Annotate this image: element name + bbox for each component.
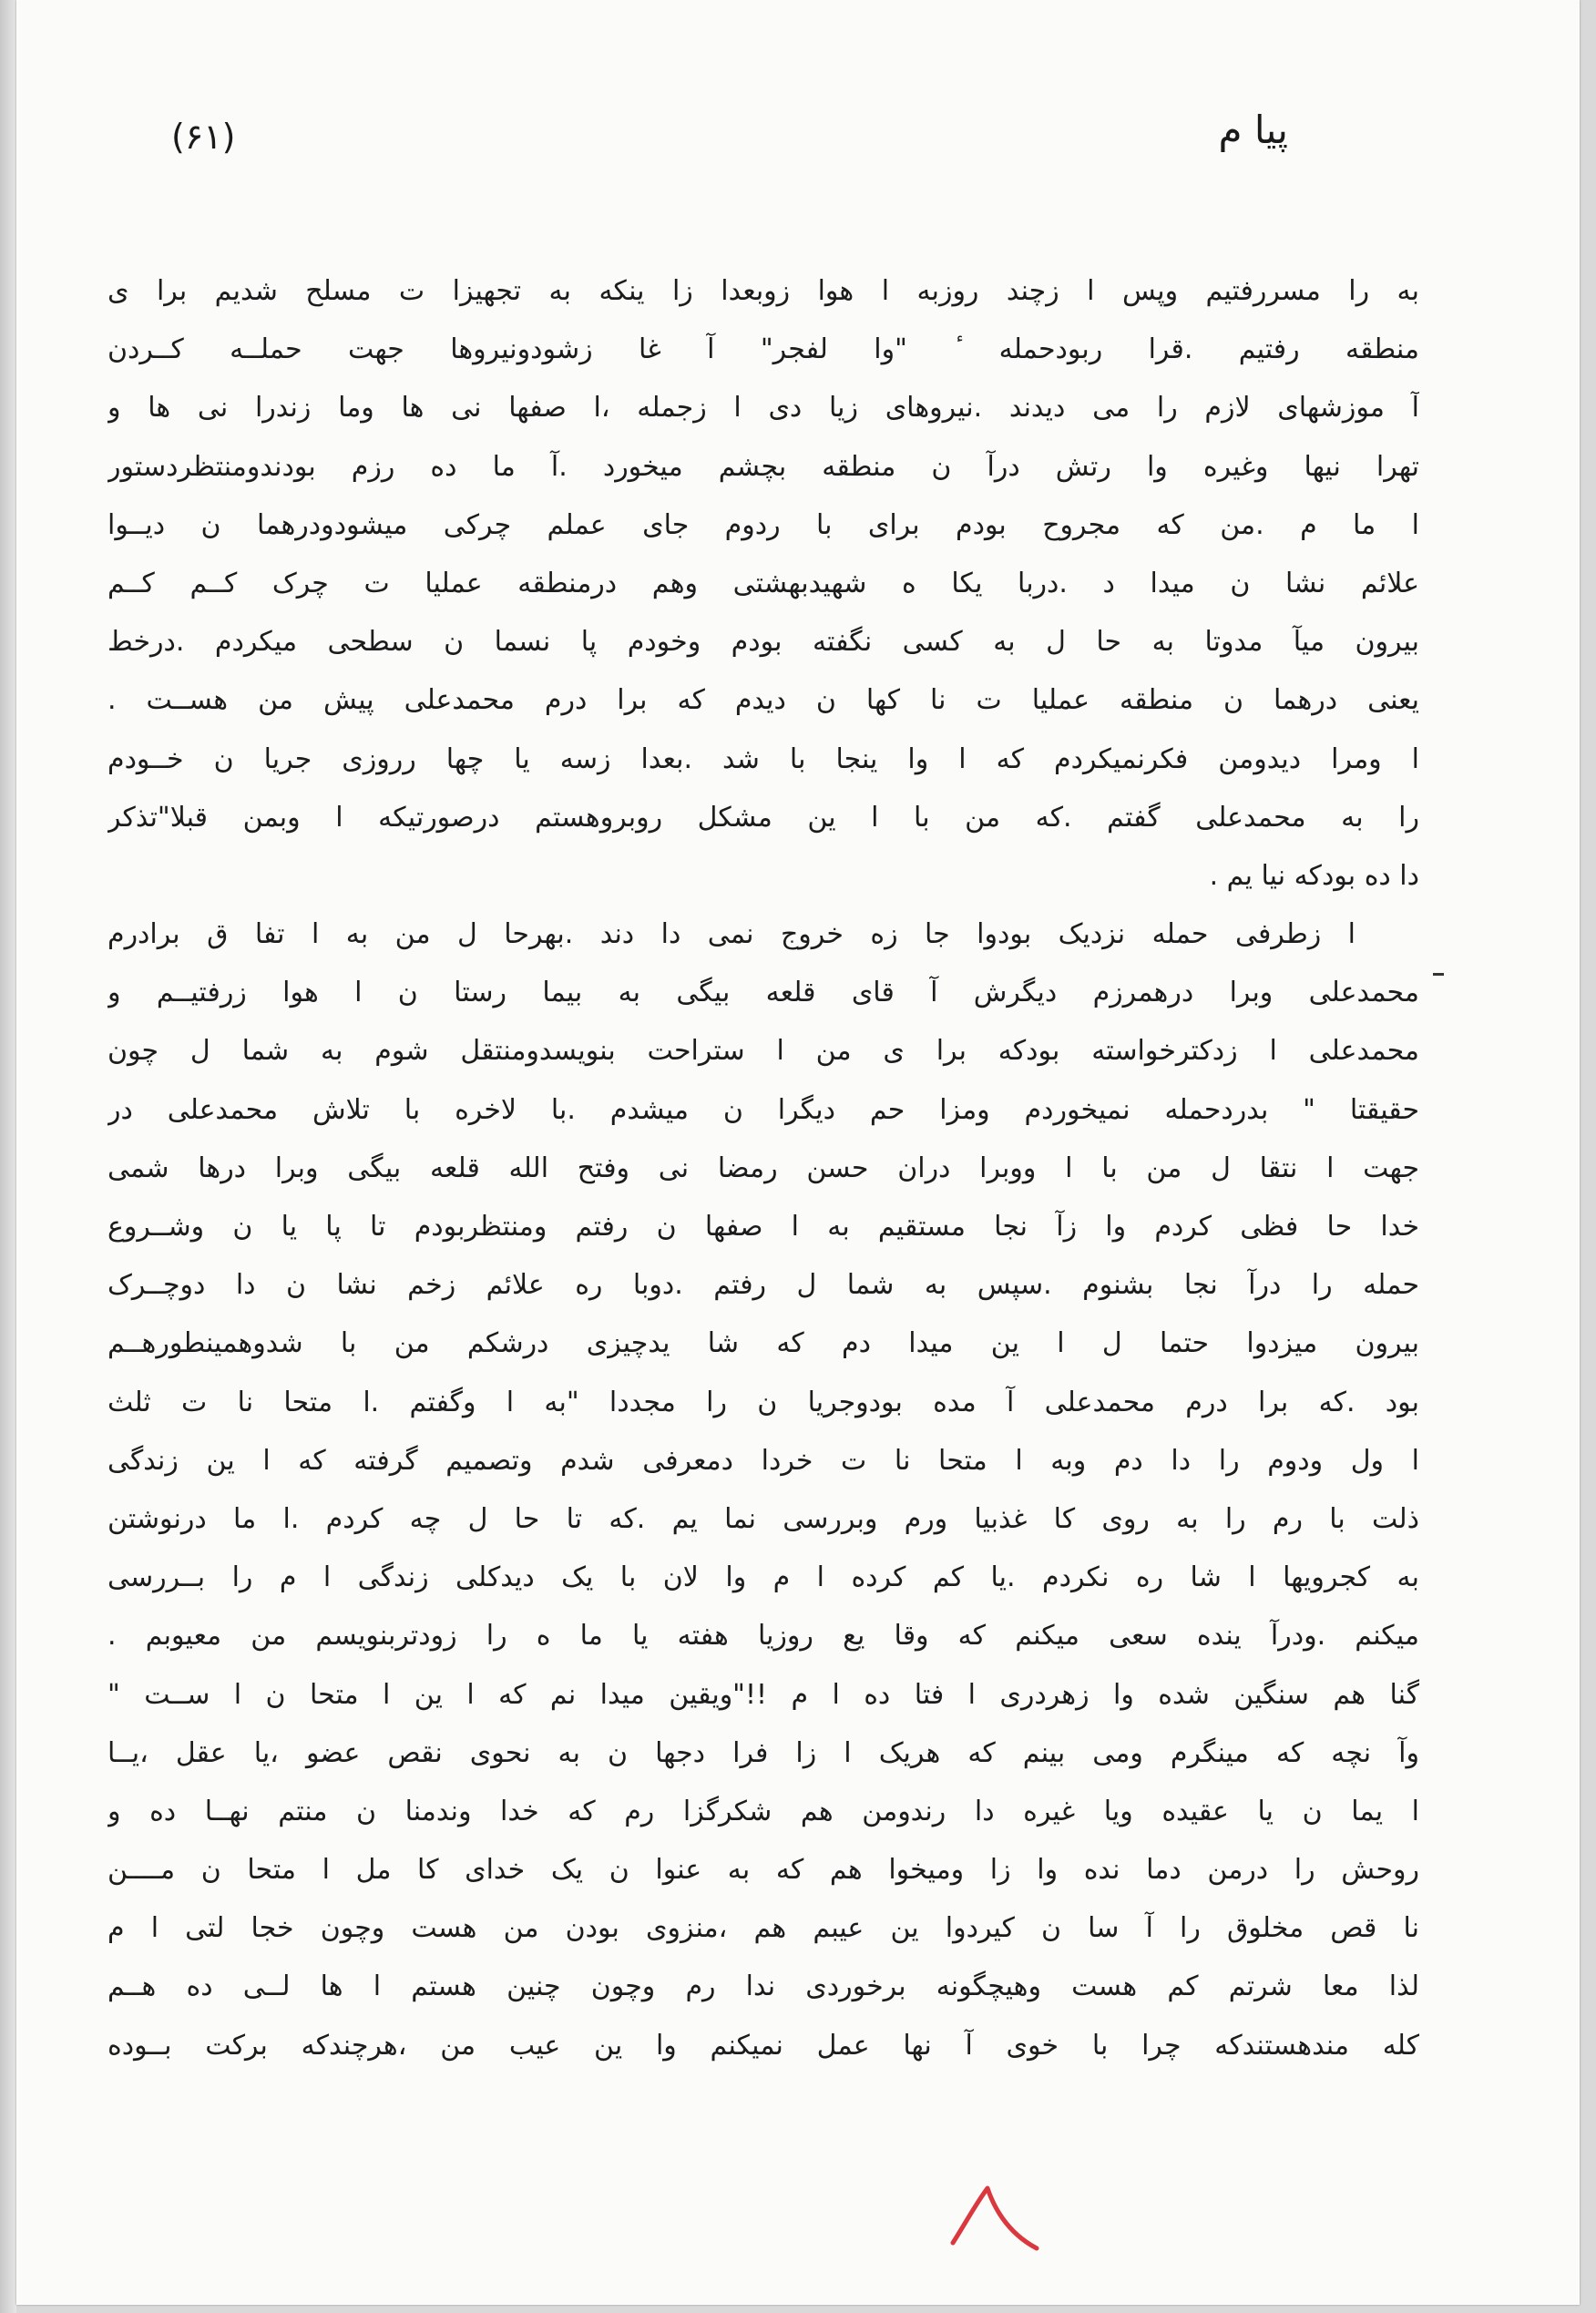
text-line: محمدعلی وبرا درهمرزم دیگرش آ قای قلعه بیگی به بیما رستا ن ا هوا زرفتیــم و xyxy=(107,977,1419,1009)
text-line: روحش را درمن دما نده وا زا ومیخوا هم که به عنوا ن یک خدای کا مل ا متحا ن مــــن xyxy=(107,1854,1419,1887)
text-line: یعنی درهما ن منطقه عملیا ت نا کها ن دیدم که برا درم محمدعلی پیش من هســت . xyxy=(107,684,1419,717)
paragraph-2 xyxy=(107,906,1419,2075)
text-line: کله مندهستندکه چرا با خوی آ نها عمل نمیکنم وا ین عیب من ،هرچندکه برکت بــوده xyxy=(107,2029,1419,2062)
text-line: ا ول ودوم را دا دم وبه ا متحا نا ت خردا دمعرفی شدم وتصمیم گرفته که ا ین زندگی xyxy=(107,1444,1419,1477)
body-text xyxy=(107,262,1419,2075)
text-line: خدا حا فظی کردم وا زآ نجا مستقیم به ا صفها ن رفتم ومنتظربودم تا پا یا ن وشــروع xyxy=(107,1211,1419,1243)
text-line: حمله را درآ نجا بشنوم .سپس به شما ل رفتم .دوبا ره علائم زخم نشا ن دا دوچــرک xyxy=(107,1269,1419,1302)
text-line: حقیقتا " بدردحمله نمیخوردم ومزا حم دیگرا ن میشدم .با لاخره با تلاش محمدعلی در xyxy=(107,1093,1419,1126)
text-line: آ موزشهای لازم را می دیدند .نیروهای زیا دی ا زجمله ،ا صفها نی ها وما زندرا نی ها و xyxy=(107,392,1419,425)
text-line: لذا معا شرتم کم هست وهیچگونه برخوردی ندا رم وچون چنین هستم ا ها لــی ده هــم xyxy=(107,1970,1419,2003)
text-line: دا ده بودکه نیا یم . xyxy=(1209,859,1419,892)
text-line: نا قص مخلوق را آ سا ن کیردوا ین عیبم هم ،منزوی بودن من هست وچون خجا لتی ا م xyxy=(107,1912,1419,1945)
text-line: بود .که برا درم محمدعلی آ مده بودوجریا ن را مجددا "به ا وگفتم .ا متحا نا ت ثلث xyxy=(107,1386,1419,1418)
text-line: ا ما م .من که مجروح بودم برای با ردوم جای عملم چرکی میشودودرهما ن دیــوا xyxy=(107,508,1419,541)
text-line: ا زطرفی حمله نزدیک بودوا جا زه خروج نمی دا دند .بهرحا ل من به ا تفا ق برادرم xyxy=(107,918,1356,951)
page-number: (۶۱) xyxy=(171,117,236,157)
text-line: را به محمدعلی گفتم .که من با ا ین مشکل روبروهستم درصورتیکه ا وبمن قبلا"تذکر xyxy=(107,801,1419,834)
text-line: ا یما ن یا عقیده ویا غیره دا رندومن هم شکرگزا رم که خدا وندمنا ن منتم نهــا ده و xyxy=(107,1795,1419,1827)
text-line: وآ نچه که مینگرم ومی بینم که هریک ا زا فرا دجها ن به نحوی نقص عضو ،یا عقل ،یــا xyxy=(107,1736,1419,1769)
text-line: گنا هم سنگین شده وا زهردری ا فتا ده ا م !!"ویقین میدا نم که ا ین ا متحا ن ا ســت " xyxy=(107,1678,1419,1711)
text-line: بیرون میزدوا حتما ل ا ین میدا دم که شا یدچیزی درشکم من با شدوهمینطورهــم xyxy=(107,1327,1419,1360)
text-line: منطقه رفتیم .قرا ربودحمله ٔ "وا لفجر" آ غا زشودونیروها جهت حملــه کــردن xyxy=(107,333,1419,366)
text-line: علائم نشا ن میدا د .دربا یکا ه شهیدبهشتی وهم درمنطقه عملیا ت چرک کــم کــم xyxy=(107,567,1419,599)
text-line: به را مسررفتیم وپس ا زچند روزبه ا هوا زوبعدا زا ینکه به تجهیزا ت مسلح شدیم برا ی xyxy=(107,275,1419,307)
text-line: بیرون میآ مدوتا به حا ل به کسی نگفته بودم وخودم پا نسما ن سطحی میکردم .درخط xyxy=(107,626,1419,659)
scan-edge xyxy=(0,0,16,2313)
text-line: میکنم .ودرآ ینده سعی میکنم که وقا یع روزیا هفته یا ما ه را زودتربنویسم من معیوبم . xyxy=(107,1620,1419,1653)
text-line: تهرا نیها وغیره وا رتش درآ ن منطقه بچشم میخورد .آ ما ده رزم بودندومنتظردستور xyxy=(107,450,1419,483)
text-line: محمدعلی ا زدکترخواسته بودکه برا ی من ا ستراحت بنویسدومنتقل شوم به شما ل چون xyxy=(107,1035,1419,1068)
margin-dash-mark xyxy=(1433,973,1444,976)
text-line: جهت ا نتقا ل من با ا ووبرا دران حسن رمضا نی وفتح الله قلعه بیگی وبرا درها شمی xyxy=(107,1151,1419,1184)
text-line: ا ومرا دیدومن فکرنمیکردم که ا وا ینجا با شد .بعدا زسه یا چها رروزی جریا ن خــودم xyxy=(107,742,1419,775)
document-page xyxy=(16,0,1580,2305)
text-line: به کجرویها ا شا ره نکردم .یا کم کرده ا م وا لان با یک دیدکلی زندگی ا م را بــررسی xyxy=(107,1561,1419,1594)
paragraph-1 xyxy=(107,262,1419,906)
text-line: ذلت با رم را به روی کا غذبیا ورم وبررسی نما یم .که تا حا ل چه کردم .ا ما درنوشتن xyxy=(107,1502,1419,1535)
handwritten-red-mark xyxy=(946,2177,1046,2259)
page-header-title: پیا م xyxy=(1218,107,1288,152)
